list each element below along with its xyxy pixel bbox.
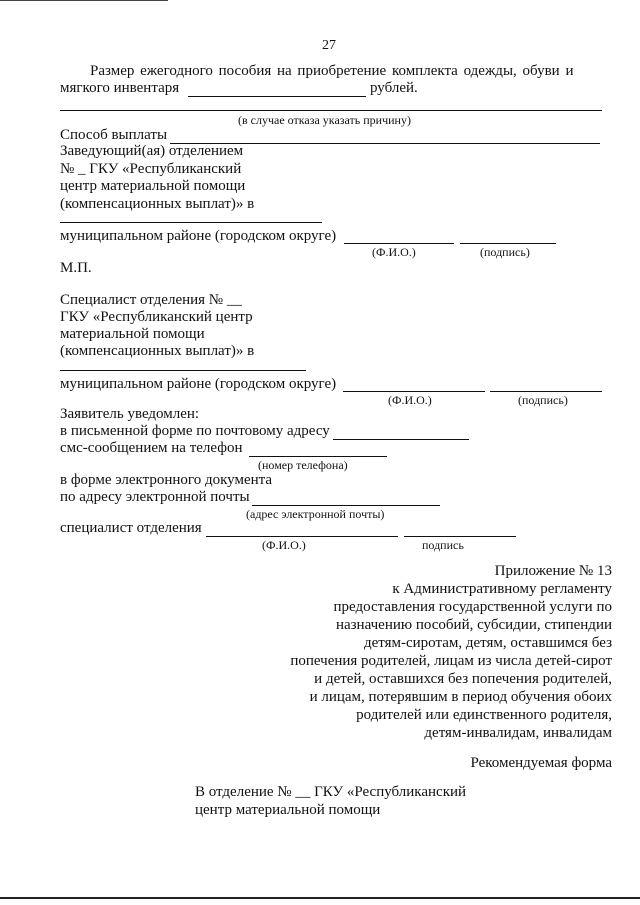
addressee-line-1: В отделение № __ ГКУ «Республиканский [195, 784, 467, 800]
notified-postal-label: в письменной форме по почтовому адресу [60, 423, 330, 439]
appendix-line-2: предоставления государственной услуги по [333, 599, 612, 615]
specialist-district-name-field[interactable] [60, 370, 306, 371]
head-fio-hint: (Ф.И.О.) [372, 245, 416, 259]
appendix-line-5: попечения родителей, лицам из числа детей-сирот [290, 653, 612, 669]
specialist-fio-field[interactable] [343, 391, 485, 392]
notified-signature-field[interactable] [404, 536, 516, 537]
stamp-label: М.П. [60, 260, 92, 276]
notified-email-hint: (адрес электронной почты) [246, 507, 385, 521]
appendix-line-4: детям-сиротам, детям, оставшимся без [363, 635, 612, 651]
notified-fio-hint: (Ф.И.О.) [262, 538, 306, 552]
scan-top-edge [0, 0, 168, 1]
appendix-line-3: назначению пособий, субсидии, стипендии [335, 617, 612, 633]
notified-phone-hint: (номер телефона) [258, 458, 348, 472]
notified-phone-field[interactable] [249, 456, 387, 457]
allowance-text: Размер ежегодного пособия на приобретение комплекта одежды, обуви и [90, 63, 574, 79]
head-line-4: (компенсационных выплат)» в [60, 196, 255, 212]
scan-bottom-edge [0, 897, 640, 899]
allowance-text-cont: мягкого инвентаря [60, 80, 180, 96]
appendix-line-9: детям-инвалидам, инвалидам [424, 725, 612, 741]
appendix-title: Приложение № 13 [494, 563, 612, 579]
appendix-line-7: и лицам, потерявшим в период обучения обоих [309, 689, 612, 705]
specialist-district-label: муниципальном районе (городском округе) [60, 376, 337, 392]
head-line-3: центр материальной помощи [60, 178, 246, 194]
appendix-line-1: к Административному регламенту [392, 581, 612, 597]
refusal-hint: (в случае отказа указать причину) [238, 113, 411, 127]
specialist-line-3: материальной помощи [60, 326, 205, 342]
notified-postal-field[interactable] [333, 439, 469, 440]
head-signature-hint: (подпись) [480, 245, 530, 259]
specialist-signature-hint: (подпись) [518, 393, 568, 407]
recommended-form-label: Рекомендуемая форма [470, 755, 612, 771]
notified-specialist-label: специалист отделения [60, 520, 202, 536]
specialist-fio-hint: (Ф.И.О.) [388, 393, 432, 407]
specialist-line-4: (компенсационных выплат)» в [60, 343, 255, 359]
notified-email-field[interactable] [252, 505, 440, 506]
allowance-amount-field[interactable] [188, 96, 366, 97]
specialist-line-1: Специалист отделения № __ [60, 292, 242, 308]
head-fio-field[interactable] [344, 243, 454, 244]
payment-method-label: Способ выплаты [60, 127, 168, 143]
addressee-line-2: центр материальной помощи [195, 802, 381, 818]
head-line-2: № _ ГКУ «Республиканский [60, 161, 242, 177]
page-number: 27 [322, 38, 336, 53]
head-district-name-field[interactable] [60, 222, 322, 223]
notified-title: Заявитель уведомлен: [60, 406, 200, 422]
refusal-reason-field[interactable] [60, 110, 602, 111]
appendix-line-8: родителей или единственного родителя, [356, 707, 612, 723]
notified-fio-field[interactable] [206, 536, 398, 537]
notified-signature-hint: подпись [422, 538, 464, 552]
notified-sms-label: смс-сообщением на телефон [60, 440, 243, 456]
head-district-label: муниципальном районе (городском округе) [60, 228, 337, 244]
head-signature-field[interactable] [460, 243, 556, 244]
appendix-line-6: и детей, оставшихся без попечения родителей, [314, 671, 612, 687]
notified-electronic-line-1: в форме электронного документа [60, 472, 273, 488]
specialist-signature-field[interactable] [490, 391, 602, 392]
head-line-1: Заведующий(ая) отделением [60, 143, 244, 159]
allowance-currency: рублей. [370, 80, 418, 96]
specialist-line-2: ГКУ «Республиканский центр [60, 309, 253, 325]
notified-electronic-line-2: по адресу электронной почты [60, 489, 250, 505]
